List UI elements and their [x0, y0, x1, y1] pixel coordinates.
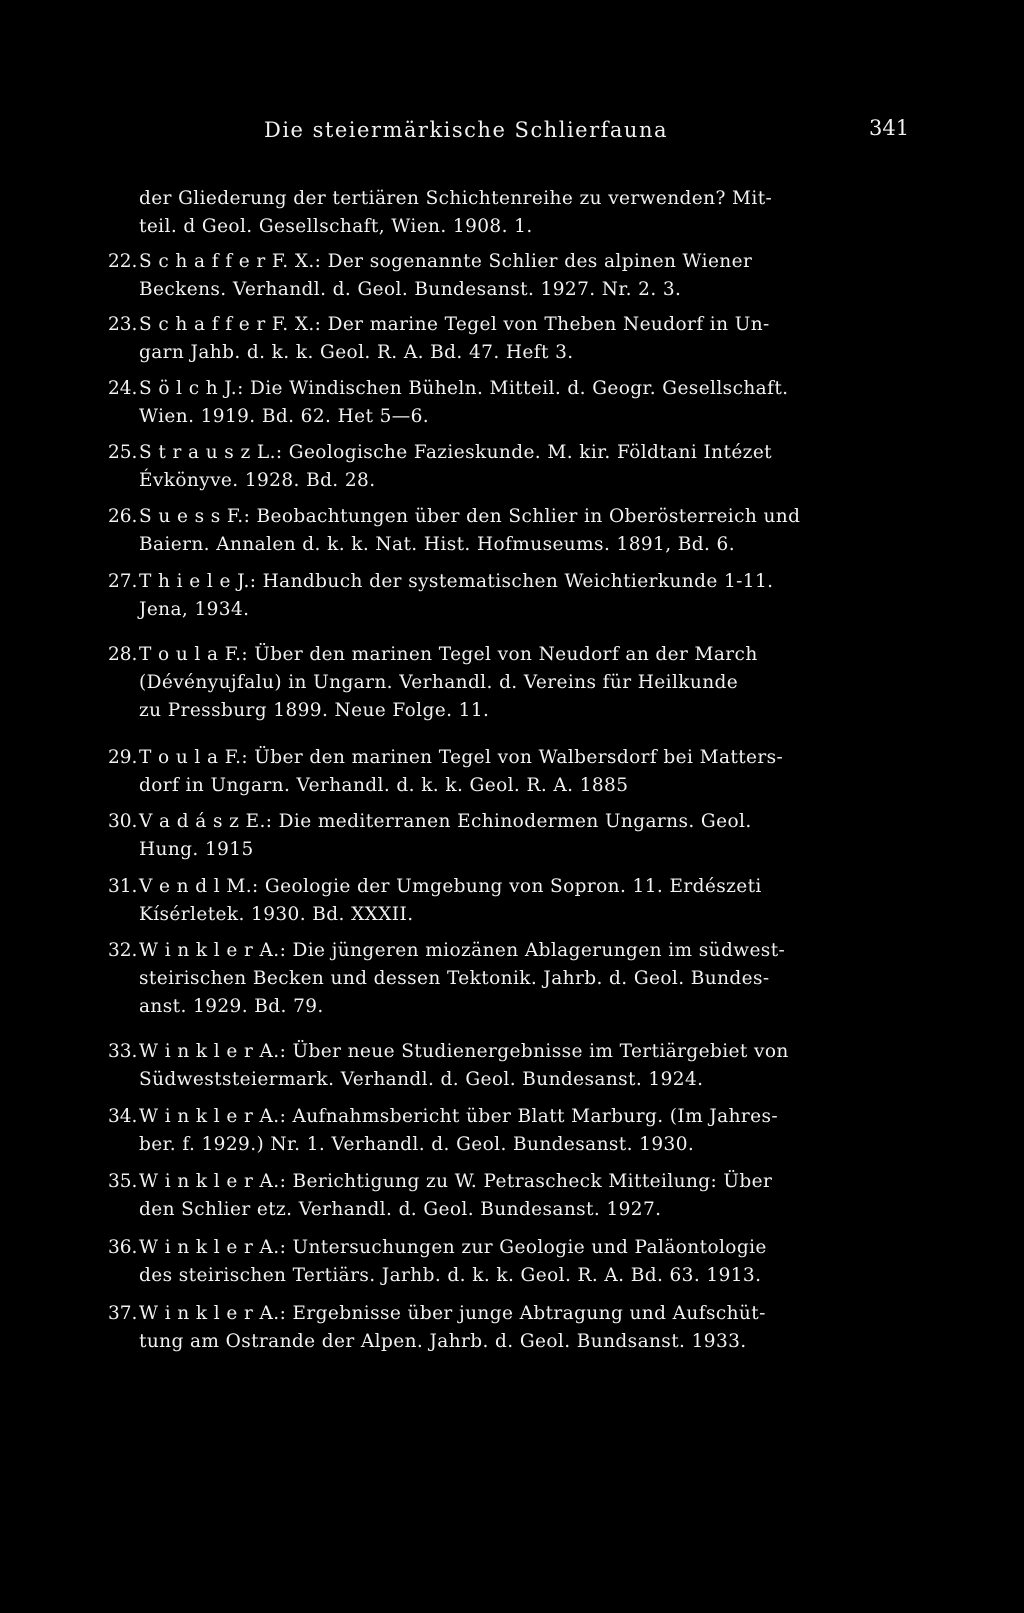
reference-line: tung am Ostrande der Alpen. Jahrb. d. Geol. Bundsanst. 1933.: [139, 1331, 747, 1352]
reference-line: T h i e l e J.: Handbuch der systematischen Weichtierkunde 1-11.: [139, 571, 774, 592]
reference-line: W i n k l e r A.: Berichtigung zu W. Petrascheck Mitteilung: Über: [139, 1171, 773, 1192]
reference-number: 24.: [108, 378, 138, 399]
reference-line: Baiern. Annalen d. k. k. Nat. Hist. Hofmuseums. 1891, Bd. 6.: [139, 534, 736, 555]
reference-line: W i n k l e r A.: Aufnahmsbericht über Blatt Marburg. (Im Jahres-: [139, 1106, 779, 1127]
reference-number: 25.: [108, 442, 138, 463]
reference-number: 28.: [108, 644, 138, 665]
page-header: [0, 118, 1024, 154]
reference-line: Jena, 1934.: [139, 599, 250, 620]
reference-line: Wien. 1919. Bd. 62. Het 5—6.: [139, 406, 430, 427]
reference-number: 32.: [108, 940, 138, 961]
reference-line: W i n k l e r A.: Untersuchungen zur Geologie und Paläontologie: [139, 1237, 767, 1258]
reference-line: den Schlier etz. Verhandl. d. Geol. Bundesanst. 1927.: [139, 1199, 662, 1220]
reference-number: 31.: [108, 876, 138, 897]
page-number: 341: [869, 116, 910, 140]
reference-line: zu Pressburg 1899. Neue Folge. 11.: [139, 700, 490, 721]
reference-line: S t r a u s z L.: Geologische Fazieskunde. M. kir. Földtani Intézet: [139, 442, 772, 463]
reference-line: W i n k l e r A.: Über neue Studienergebnisse im Tertiärgebiet von: [139, 1041, 789, 1062]
reference-line: Hung. 1915: [139, 839, 254, 860]
reference-number: 33.: [108, 1041, 138, 1062]
reference-line: W i n k l e r A.: Die jüngeren miozänen Ablagerungen im südwest-: [139, 940, 786, 961]
reference-line: steirischen Becken und dessen Tektonik. Jahrb. d. Geol. Bundes-: [139, 968, 770, 989]
reference-number: 30.: [108, 811, 138, 832]
reference-line: S ö l c h J.: Die Windischen Büheln. Mitteil. d. Geogr. Gesellschaft.: [139, 378, 789, 399]
reference-number: 37.: [108, 1303, 138, 1324]
reference-line: ber. f. 1929.) Nr. 1. Verhandl. d. Geol. Bundesanst. 1930.: [139, 1134, 695, 1155]
reference-line: des steirischen Tertiärs. Jarhb. d. k. k. Geol. R. A. Bd. 63. 1913.: [139, 1265, 762, 1286]
reference-number: 23.: [108, 314, 138, 335]
reference-number: 34.: [108, 1106, 138, 1127]
reference-line: S c h a f f e r F. X.: Der sogenannte Schlier des alpinen Wiener: [139, 251, 753, 272]
reference-number: 26.: [108, 506, 138, 527]
reference-line: S c h a f f e r F. X.: Der marine Tegel von Theben Neudorf in Un-: [139, 314, 770, 335]
reference-line: garn Jahb. d. k. k. Geol. R. A. Bd. 47. Heft 3.: [139, 342, 574, 363]
reference-line: V e n d l M.: Geologie der Umgebung von Sopron. 11. Erdészeti: [139, 876, 762, 897]
reference-line: W i n k l e r A.: Ergebnisse über junge Abtragung und Aufschüt-: [139, 1303, 766, 1324]
reference-line: Évkönyve. 1928. Bd. 28.: [139, 470, 376, 491]
reference-line: S u e s s F.: Beobachtungen über den Schlier in Oberösterreich und: [139, 506, 801, 527]
reference-line: Beckens. Verhandl. d. Geol. Bundesanst. 1927. Nr. 2. 3.: [139, 279, 682, 300]
reference-line: (Dévényujfalu) in Ungarn. Verhandl. d. Vereins für Heilkunde: [139, 672, 739, 693]
reference-number: 22.: [108, 251, 138, 272]
continuation-line: teil. d Geol. Gesellschaft, Wien. 1908. 1.: [139, 216, 533, 237]
reference-line: Südweststeiermark. Verhandl. d. Geol. Bundesanst. 1924.: [139, 1069, 704, 1090]
reference-number: 29.: [108, 747, 138, 768]
reference-line: anst. 1929. Bd. 79.: [139, 996, 324, 1017]
reference-line: T o u l a F.: Über den marinen Tegel von Neudorf an der March: [139, 644, 758, 665]
reference-line: T o u l a F.: Über den marinen Tegel von Walbersdorf bei Matters-: [139, 747, 784, 768]
reference-number: 35.: [108, 1171, 138, 1192]
running-title: Die steiermärkische Schlierfauna: [264, 118, 668, 142]
reference-line: Kísérletek. 1930. Bd. XXXII.: [139, 904, 414, 925]
reference-number: 27.: [108, 571, 138, 592]
reference-line: V a d á s z E.: Die mediterranen Echinodermen Ungarns. Geol.: [139, 811, 752, 832]
reference-number: 36.: [108, 1237, 138, 1258]
reference-line: dorf in Ungarn. Verhandl. d. k. k. Geol. R. A. 1885: [139, 775, 629, 796]
continuation-line: der Gliederung der tertiären Schichtenreihe zu verwenden? Mit-: [139, 188, 773, 209]
